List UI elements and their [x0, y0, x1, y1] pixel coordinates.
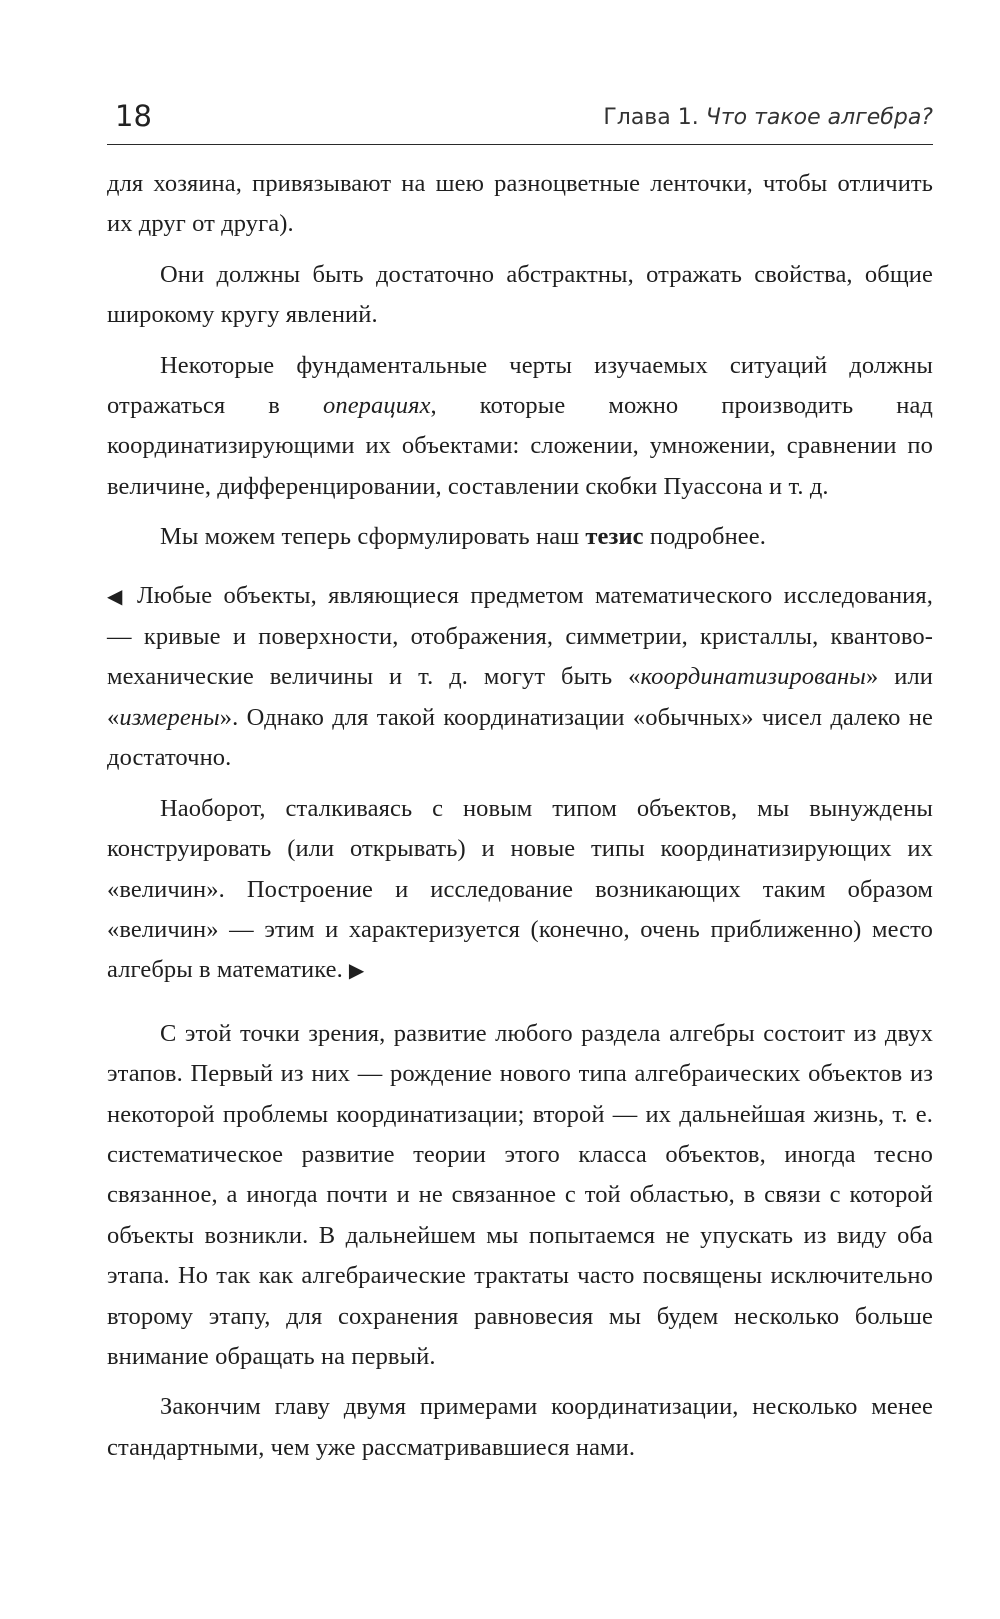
paragraph-continuation: для хозяина, привязывают на шею разноцветные ленточки, чтобы отличить их друг от друга). [107, 170, 933, 238]
thesis-text: » или « [107, 663, 933, 731]
paragraph-text: Некоторые фундаментальные черты изучаемых ситуаций должны отражаться в [107, 351, 933, 420]
paragraph [107, 517, 933, 557]
emphasis-text: измерены [119, 703, 220, 731]
paragraph: Они должны быть достаточно абстрактны, отражать свойства, общие широкому кругу явлений. [107, 260, 933, 329]
thesis-paragraph [107, 576, 933, 779]
thesis-text: Наоборот, сталкиваясь с новым типом объектов, мы вынуждены конструировать (или открывать) и новые типы координатизирующих их «величин». Построение и исследование возникающих таким образом «величин» — этим и характеризуется (конечно, очень приближенно) место алгебры в математике. [107, 794, 933, 984]
paragraph-text: Мы можем теперь сформулировать наш [160, 523, 586, 551]
emphasis-text: координатизированы [640, 663, 867, 691]
chapter-label: Глава 1. [603, 105, 699, 130]
running-head [603, 102, 933, 134]
paragraph: Закончим главу двумя примерами координатизации, несколько менее стандартными, чем уже рассматривавшиеся нами. [107, 1393, 933, 1461]
paragraph-text: , которые можно производить над координатизирующими их объектами: сложении, умножении, сравнении по величине, дифференцировании, составлении скобки Пуассона и т. д. [107, 392, 934, 500]
thesis-paragraph [107, 789, 933, 992]
book-page [107, 0, 933, 1619]
page-header [107, 96, 933, 145]
page-number: 18 [115, 99, 152, 133]
thesis-text: Любые объекты, являющиеся предметом математического исследования, — кривые и поверхности, отображения, симметрии, кристаллы, квантово-механические величины и т. д. могут быть « [107, 581, 933, 691]
paragraph: С этой точки зрения, развитие любого раздела алгебры состоит из двух этапов. Первый из них — рождение нового типа алгебраических объектов из некоторой проблемы координатизации; второй — их дальнейшая жизнь, т. е. систематическое развитие теории этого класса объектов, иногда тесно связанное, а иногда почти и не связанное с той областью, в связи с которой объекты возникли. В дальнейшем мы попытаемся не упускать из виду оба этапа. Но так как алгебраические трактаты часто посвящены исключительно второму этапу, для сохранения равновесия мы будем несколько больше внимание обращать на первый. [107, 1019, 933, 1370]
body-text [107, 164, 933, 1468]
thesis-text: ». Однако для такой координатизации «обычных» чисел далеко не достаточно. [107, 703, 933, 772]
paragraph [107, 346, 933, 508]
chapter-title: Что такое алгебра? [705, 105, 933, 130]
thesis-start-marker-icon: ◀ [107, 585, 123, 608]
bold-term: тезис [585, 523, 644, 551]
thesis-end-marker-icon: ▶ [348, 960, 365, 983]
paragraph-text: подробнее. [643, 523, 766, 551]
emphasis-text: операциях [323, 392, 431, 420]
